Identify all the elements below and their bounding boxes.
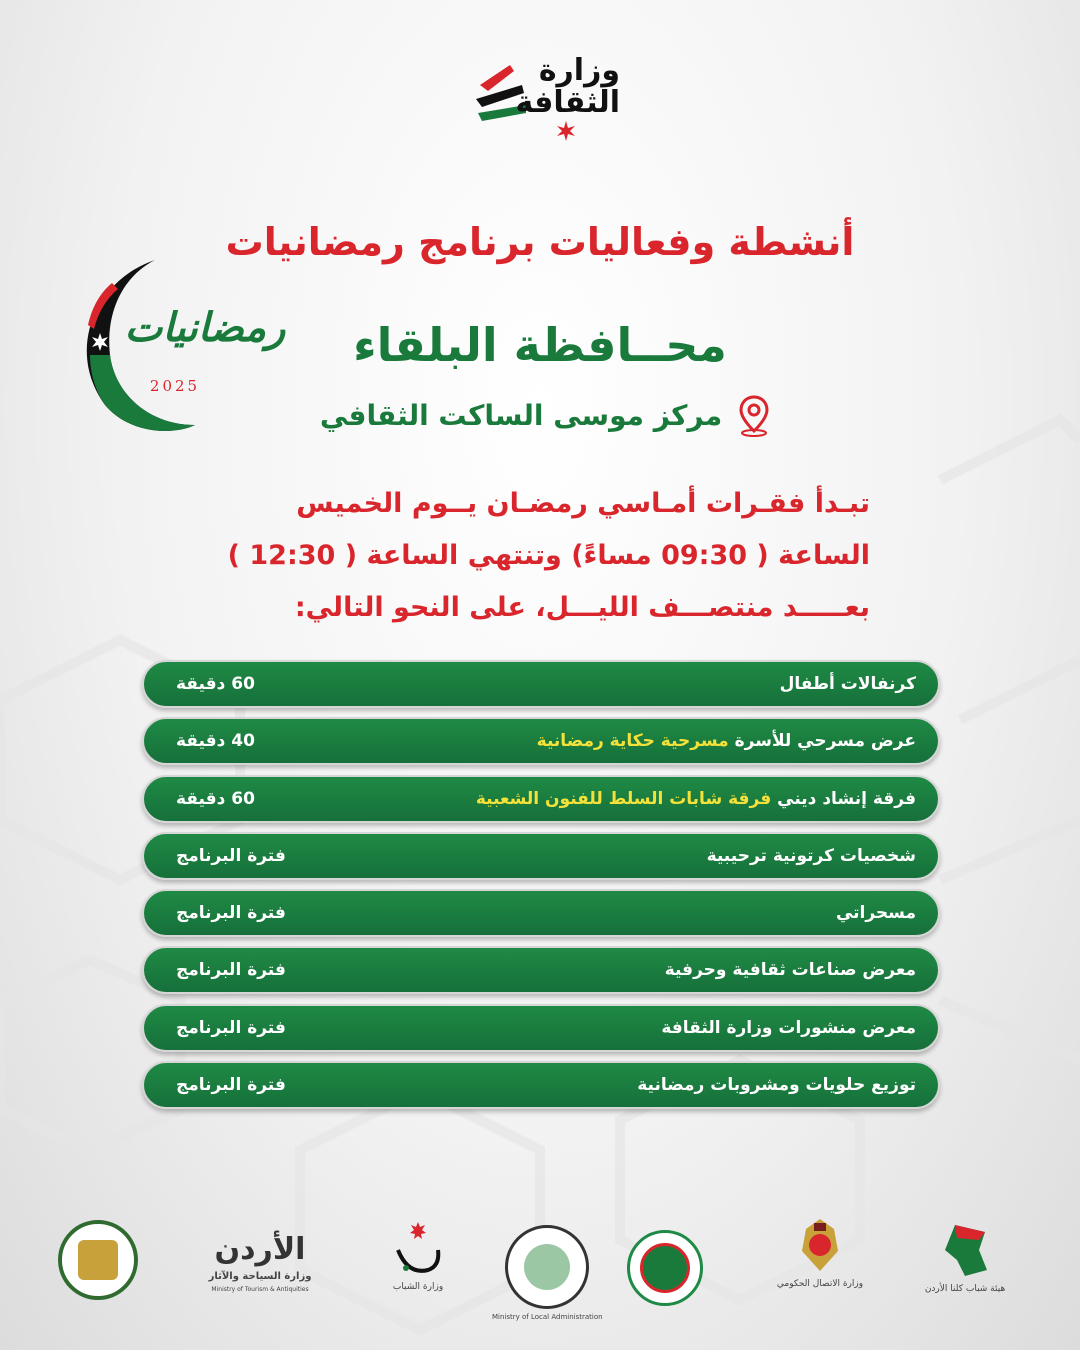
wreath-seal-icon [58,1220,138,1300]
activity-title: مسحراتي [835,903,916,924]
logo-text [510,55,620,119]
youth-org-logo [905,1220,1025,1294]
activity-title: عرض مسرحي للأسرة مسرحية حكاية رمضانية [536,731,916,752]
activity-duration: 40 دقيقة [176,731,255,752]
activity-row [142,1004,940,1052]
schedule-line-2: الساعة ( 09:30 مساءً) وتنتهي الساعة ( 12:30 ) [227,540,870,571]
ngo-seal-logo [627,1230,703,1306]
seal-icon [627,1230,703,1306]
logo-line1: وزارة [538,53,620,88]
location-pin-icon [732,393,776,437]
youth-ministry-logo [378,1220,458,1292]
youth-ministry-label: وزارة الشباب [392,1282,444,1292]
venue [318,393,778,437]
activity-row [142,946,940,994]
badge-year: 2025 [149,377,201,395]
badge-script: رمضانيات [124,305,286,351]
activity-row [142,832,940,880]
star-icon [555,120,577,142]
page-title: أنشطة وفعاليات برنامج رمضانيات [225,220,855,264]
tourism-label-ar: وزارة السياحة والآثار [208,1271,312,1282]
activity-row [142,775,940,823]
ministry-logo [470,45,620,145]
schedule-line-1: تبـدأ فقـرات أمـاسي رمضـان يــوم الخميس [296,488,870,519]
activity-duration: فترة البرنامج [176,960,286,981]
activity-row [142,1061,940,1109]
gov-comm-logo [760,1215,880,1289]
venue-name: مركز موسى الساكت الثقافي [319,398,723,432]
schedule-text [210,478,870,634]
activity-duration: فترة البرنامج [176,903,286,924]
gov-comm-label: وزارة الاتصال الحكومي [776,1279,864,1289]
activity-duration: فترة البرنامج [176,845,286,866]
activity-duration: فترة البرنامج [176,1075,286,1096]
logo-line2: الثقافة [515,85,620,120]
activity-row [142,889,940,937]
partner-logos [0,1210,1080,1320]
activity-highlight: مسرحية حكاية رمضانية [536,731,729,752]
local-admin-label: Ministry of Local Administration [492,1313,603,1321]
activity-row [142,717,940,765]
activity-title: كرنفالات أطفال [779,674,916,694]
province-title: محــافظة البلقاء [353,318,727,372]
coat-of-arms-icon [794,1215,846,1275]
activity-title: توزيع حلويات ومشروبات رمضانية [637,1075,916,1096]
activity-duration: 60 دقيقة [176,674,255,694]
activity-duration: 60 دقيقة [176,788,255,809]
tourism-brand: الأردن [214,1232,306,1267]
activities-list [142,660,940,1118]
activity-title: معرض منشورات وزارة الثقافة [661,1017,916,1038]
schedule-line-3: بعـــــد منتصـــف الليـــل، على النحو التالي: [294,592,870,623]
local-admin-logo [492,1225,603,1321]
jordan-map-icon [935,1220,995,1280]
activity-title: شخصيات كرتونية ترحيبية [706,845,916,866]
armed-forces-seal [58,1220,138,1300]
youth-ministry-icon [388,1220,448,1278]
local-admin-seal-icon [505,1225,589,1309]
youth-org-label: هيئة شباب كلنا الأردن [924,1284,1006,1294]
activity-highlight: فرقة شابات السلط للفنون الشعبية [475,788,772,809]
tourism-label-en: Ministry of Tourism & Antiquities [211,1286,309,1293]
activity-title: معرض صناعات ثقافية وحرفية [664,960,916,981]
tourism-logo [200,1232,320,1293]
activity-title: فرقة إنشاد ديني فرقة شابات السلط للفنون الشعبية [475,788,916,809]
activity-row [142,660,940,708]
activity-duration: فترة البرنامج [176,1017,286,1038]
